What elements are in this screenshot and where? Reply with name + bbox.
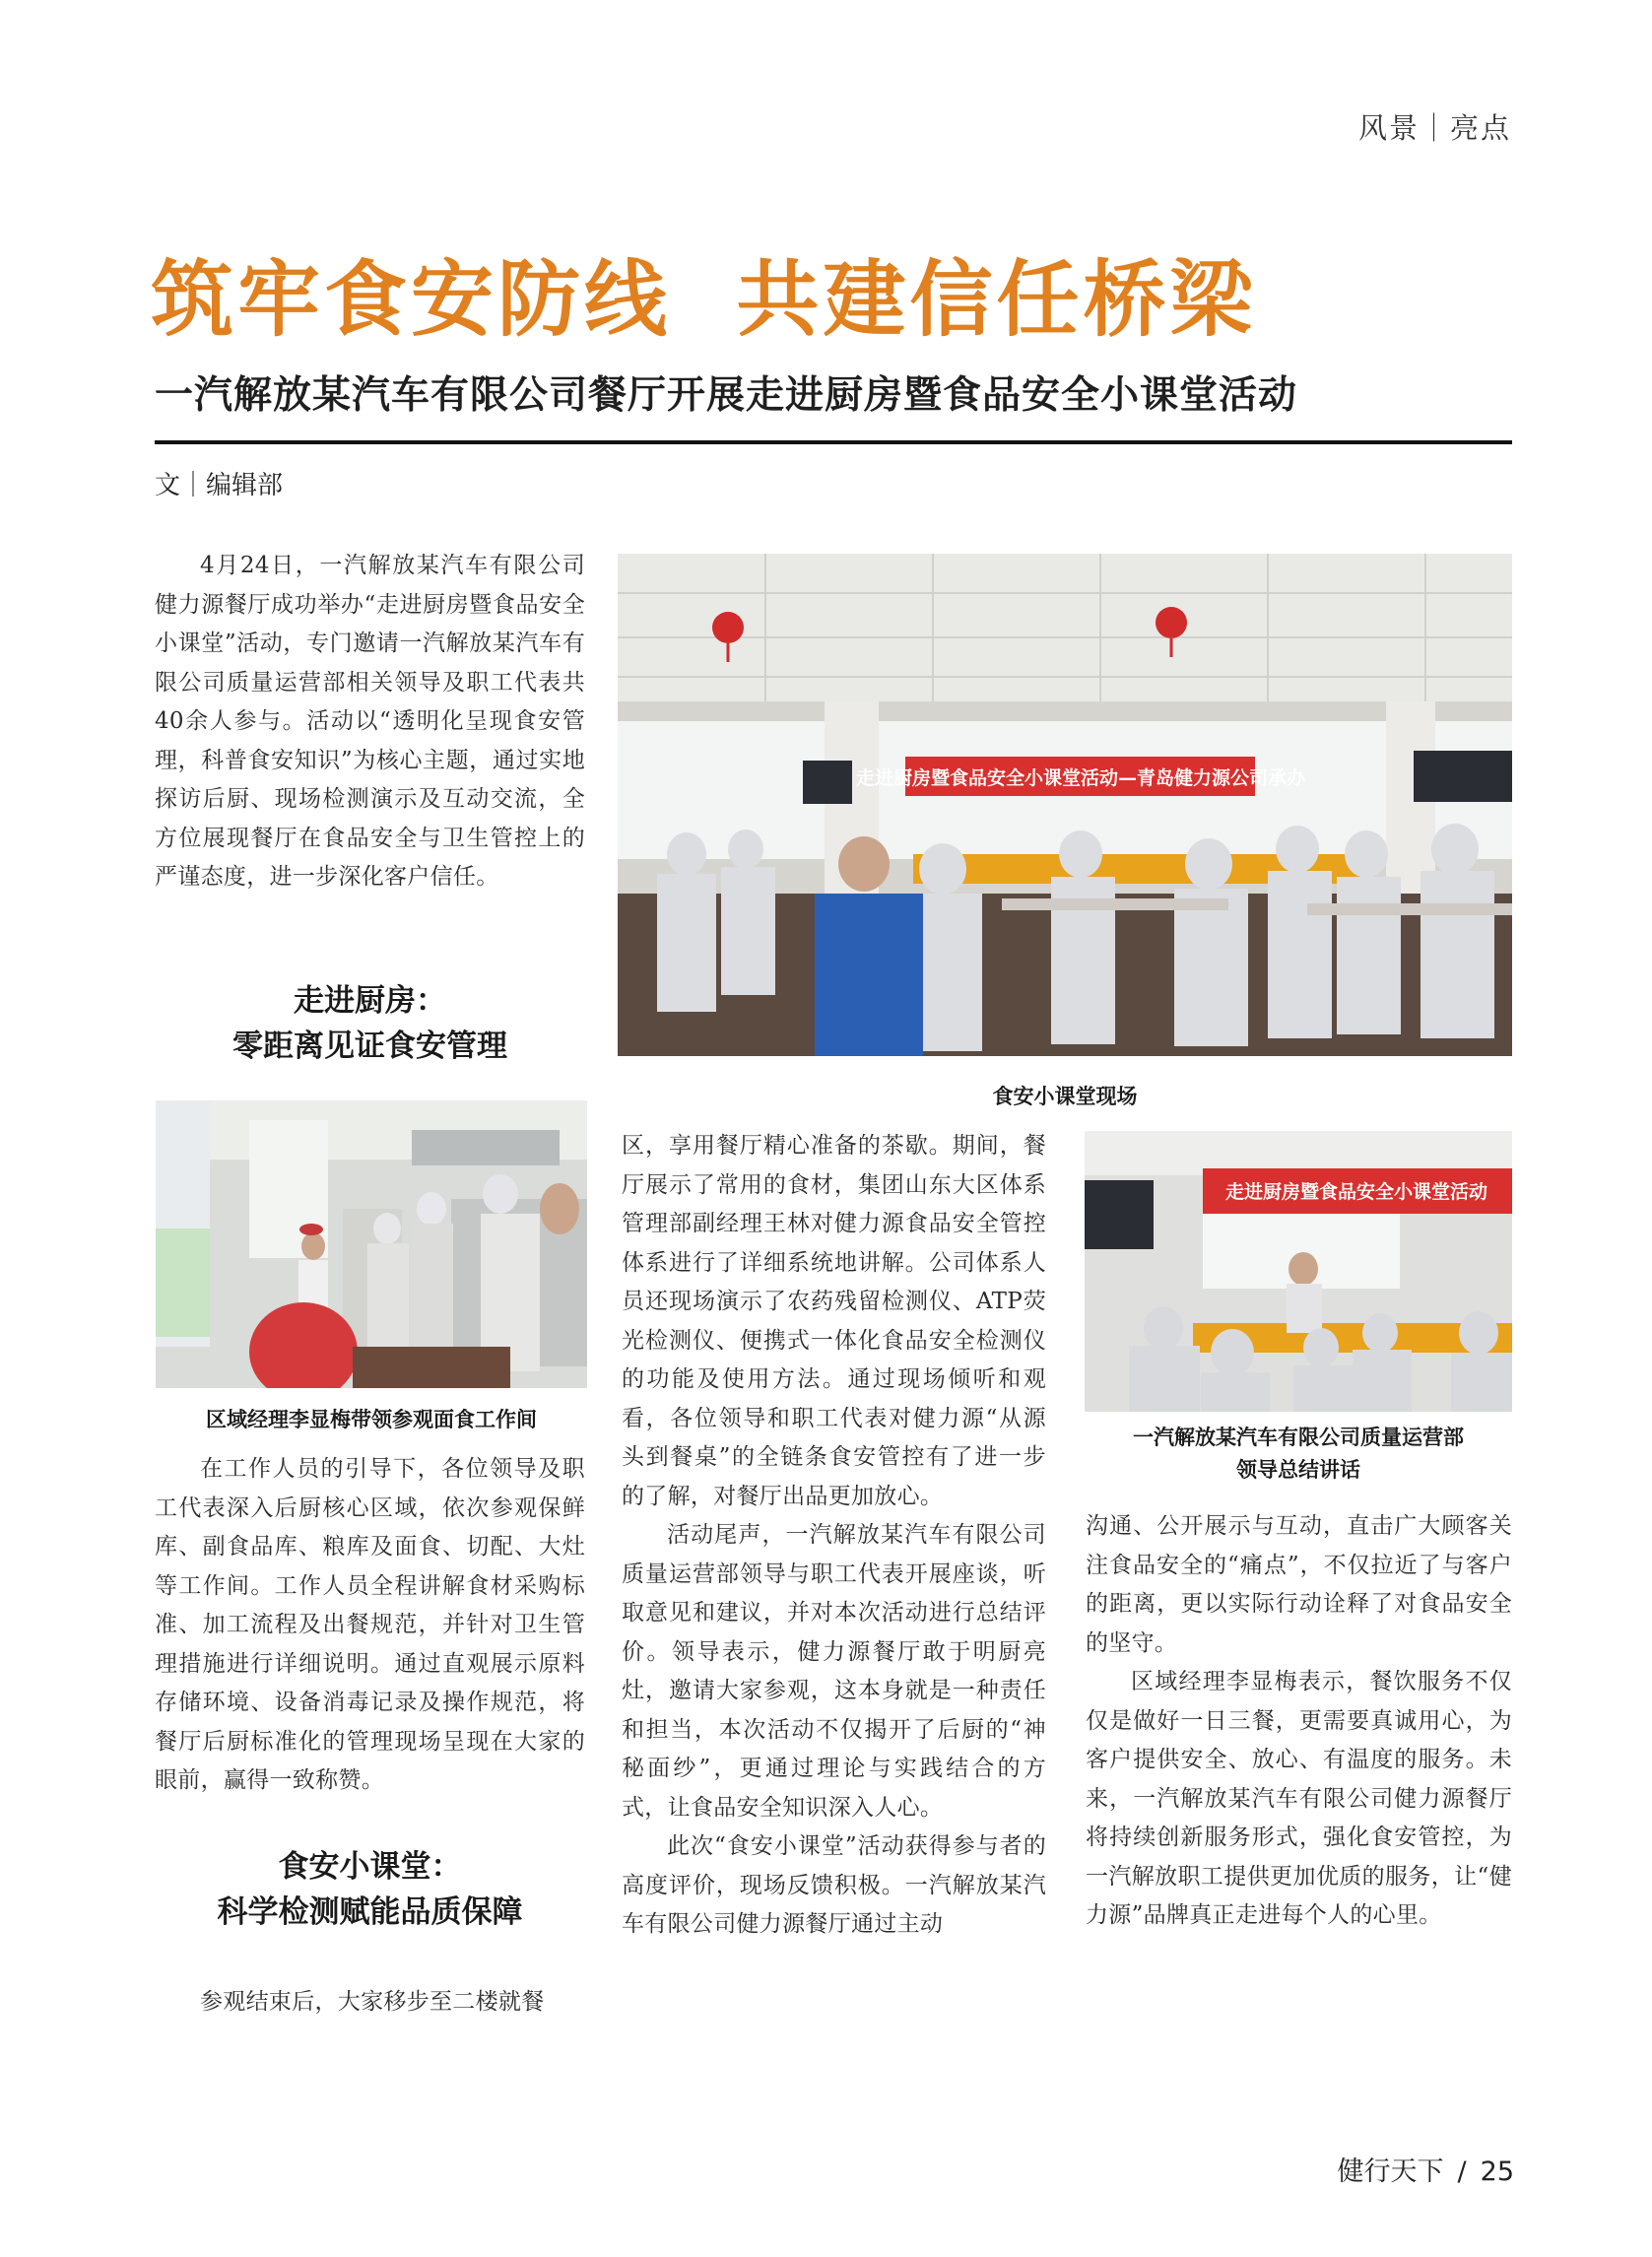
kitchen-photo-caption: 区域经理李显梅带领参观面食工作间 (206, 1408, 537, 1431)
title-divider (155, 440, 1512, 444)
classroom-banner-text: 走进厨房暨食品安全小课堂活动—青岛健力源公司承办 (855, 767, 1306, 789)
page-number: 25 (1480, 2157, 1514, 2187)
section-tag: 风景｜亮点 (1357, 111, 1511, 145)
teabreak-paragraph: 区，享用餐厅精心准备的茶歇。期间，餐厅展示了常用的食材，集团山东大区体系管理部副经理王林对健力源食品安全管控体系进行了详细系统地讲解。公司体系人员还现场演示了农药残留检测仪、ATP荧光检测仪、便携式一体化食品安全检测仪的功能及使用方法。通过现场倾听和观看，各位领导和职工代表对健力源“从源头到餐桌”的全链条食安管控有了进一步的了解，对餐厅出品更加放心。 (622, 1133, 1046, 1509)
feedback-paragraph-start: 此次“食安小课堂”活动获得参与者的高度评价，现场反馈积极。一汽解放某汽车有限公司健力源餐厅通过主动 (622, 1833, 1046, 1937)
byline: 文｜编辑部 (155, 471, 284, 500)
kitchen-tour-photo (156, 1100, 587, 1388)
intro-text: 4月24日，一汽解放某汽车有限公司健力源餐厅成功举办“走进厨房暨食品安全小课堂”活动，专门邀请一汽解放某汽车有限公司质量运营部相关领导及职工代表共40余人参与。活动以“透明化呈现食安管理，科普食安知识”为核心主题，通过实地探访后厨、现场检测演示及互动交流，全方位展现餐厅在食品安全与卫生管控上的严谨态度，进一步深化客户信任。 (155, 553, 585, 890)
section-heading-kitchen-line2: 零距离见证食安管理 (232, 1029, 507, 1064)
kitchen-tour-text: 在工作人员的引导下，各位领导及职工代表深入后厨核心区域，依次参观保鲜库、副食品库、粮库及面食、切配、大灶等工作间。工作人员全程讲解食材采购标准、加工流程及出餐规范，并针对卫生管理措施进行详细说明。通过直观展示原料存储环境、设备消毒记录及操作规范，将餐厅后厨标准化的管理现场呈现在大家的眼前，赢得一致称赞。 (155, 1456, 585, 1793)
section-heading-classroom-line2: 科学检测赋能品质保障 (217, 1894, 523, 1930)
speech-banner-text: 走进厨房暨食品安全小课堂活动 (1224, 1181, 1488, 1203)
leader-speech-caption-line1: 一汽解放某汽车有限公司质量运营部 (1133, 1426, 1464, 1449)
classroom-text-start: 参观结束后，大家移步至二楼就餐 (200, 1989, 545, 2015)
classroom-main-photo (618, 554, 1512, 1056)
leader-speech-photo (1085, 1131, 1512, 1412)
manager-statement-paragraph: 区域经理李显梅表示，餐饮服务不仅仅是做好一日三餐，更需要真诚用心，为客户提供安全、放心、有温度的服务。未来，一汽解放某汽车有限公司健力源餐厅将持续创新服务形式，强化食安管控，为一汽解放职工提供更加优质的服务，让“健力源”品牌真正走进每个人的心里。 (1086, 1669, 1512, 1928)
intro-paragraph (155, 547, 585, 897)
column3-text (1086, 1507, 1512, 1936)
section-heading-classroom-line1: 食安小课堂： (278, 1849, 462, 1885)
publication-name: 健行天下 (1337, 2157, 1444, 2187)
classroom-paragraph-start (155, 1983, 585, 2023)
section-heading-kitchen (155, 978, 585, 1069)
article-title: 筑牢食安防线 共建信任桥梁 (151, 250, 1257, 348)
summary-paragraph: 活动尾声，一汽解放某汽车有限公司质量运营部领导与职工代表开展座谈，听取意见和建议，并对本次活动进行总结评价。领导表示，健力源餐厅敢于明厨亮灶，邀请大家参观，这本身就是一种责任和担当，本次活动不仅揭开了后厨的“神秘面纱”，更通过理论与实践结合的方式，让食品安全知识深入人心。 (622, 1522, 1046, 1821)
leader-speech-caption-line2: 领导总结讲话 (1236, 1458, 1360, 1482)
section-heading-kitchen-line1: 走进厨房： (294, 983, 446, 1019)
kitchen-tour-paragraph (155, 1450, 585, 1801)
footer-separator: / (1457, 2157, 1467, 2187)
leader-speech-caption (1085, 1422, 1512, 1487)
main-photo-caption: 食安小课堂现场 (992, 1085, 1138, 1108)
article-subtitle: 一汽解放某汽车有限公司餐厅开展走进厨房暨食品安全小课堂活动 (155, 373, 1298, 418)
section-heading-classroom (155, 1844, 585, 1935)
page-footer (1338, 2150, 1514, 2188)
feedback-paragraph-end: 沟通、公开展示与互动，直击广大顾客关注食品安全的“痛点”，不仅拉近了与客户的距离，更以实际行动诠释了对食品安全的坚守。 (1086, 1513, 1512, 1656)
column2-text (622, 1127, 1046, 1945)
